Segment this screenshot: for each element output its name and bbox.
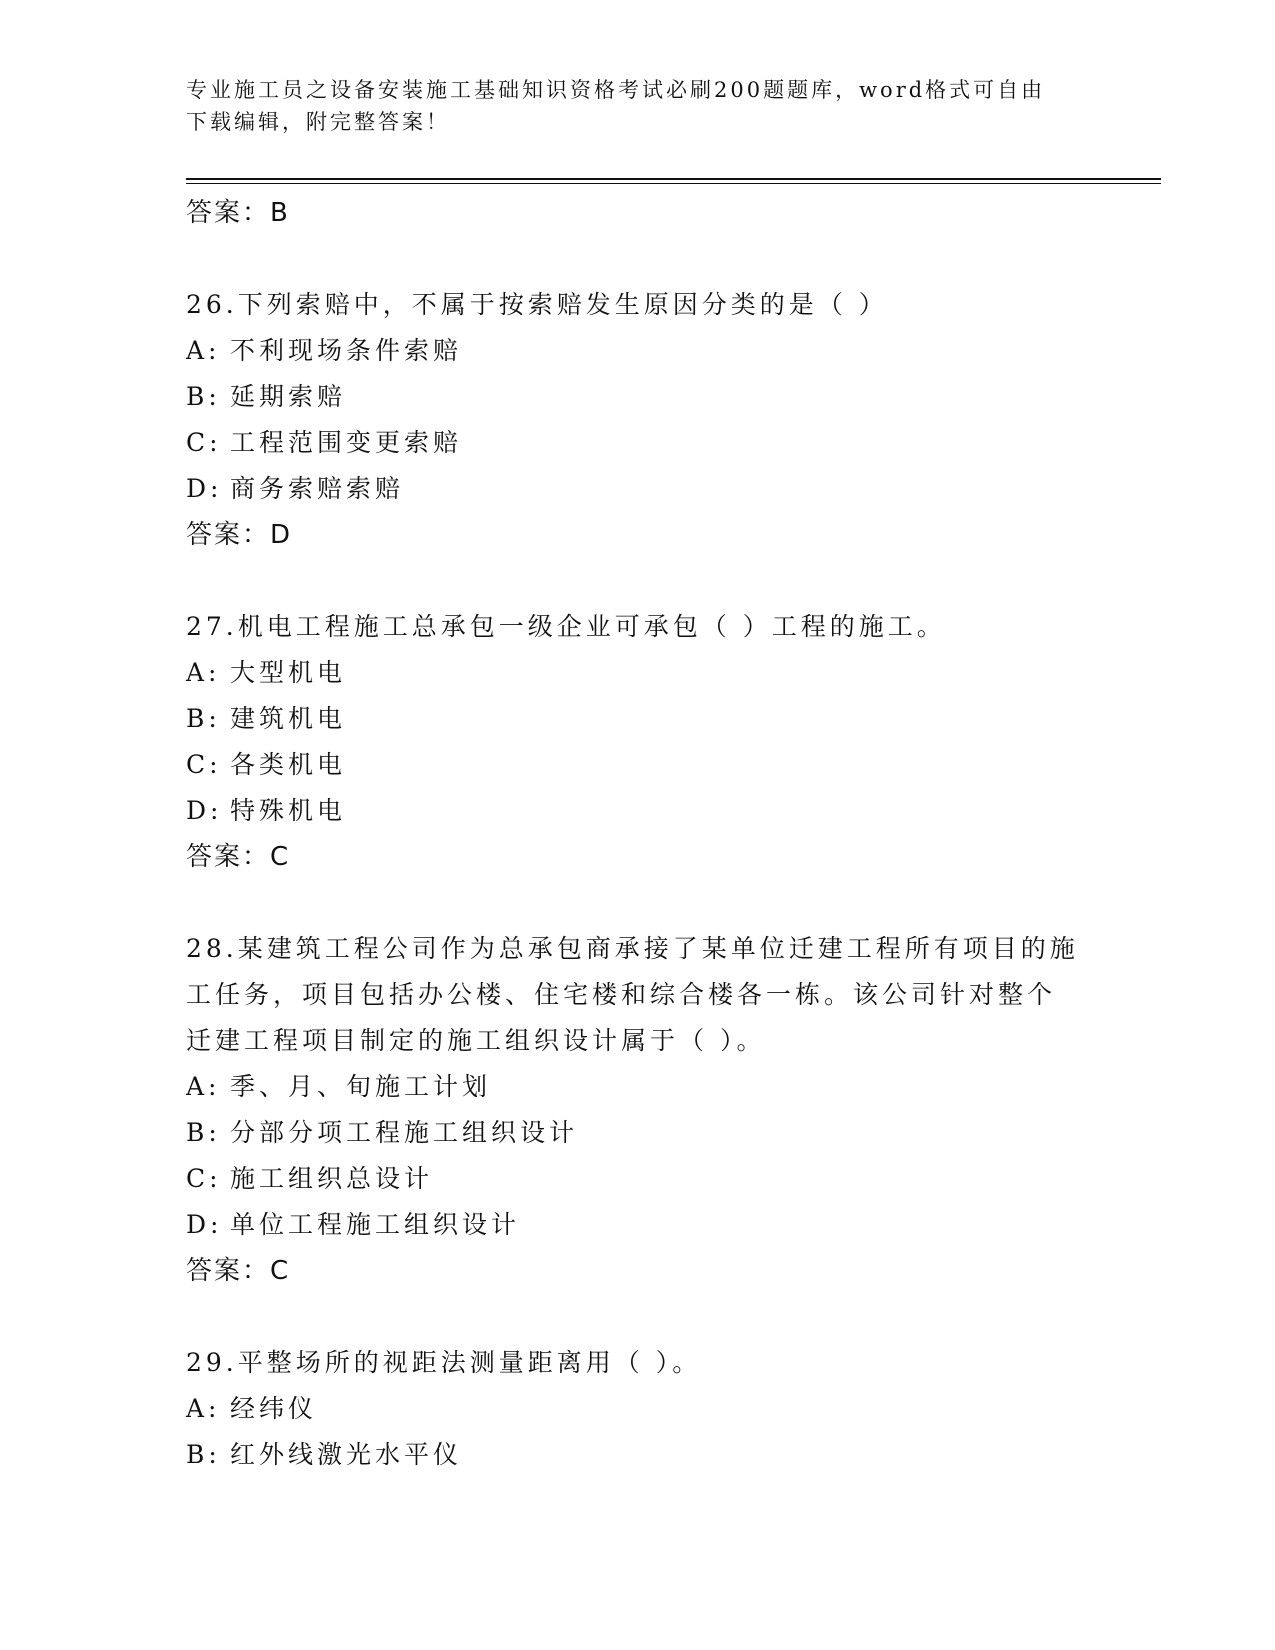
question-spacer bbox=[186, 880, 1161, 926]
question-stem bbox=[186, 926, 1086, 1064]
question-stem-line: 28.某建筑工程公司作为总承包商承接了某单位迁建工程所有项目的施 bbox=[186, 934, 1079, 963]
option-letter: C: bbox=[186, 428, 222, 457]
option-letter: D: bbox=[186, 1210, 223, 1239]
option-letter: A: bbox=[186, 1394, 221, 1423]
option-text: 经纬仪 bbox=[230, 1394, 318, 1423]
question-option bbox=[186, 696, 1161, 742]
option-text: 建筑机电 bbox=[230, 704, 347, 733]
question-stem bbox=[186, 282, 1086, 328]
question-option bbox=[186, 1202, 1161, 1248]
question-option bbox=[186, 1386, 1161, 1432]
question-stem-line: 29.平整场所的视距法测量距离用（ ）。 bbox=[186, 1348, 702, 1377]
option-letter: A: bbox=[186, 1072, 221, 1101]
question-option bbox=[186, 1156, 1161, 1202]
question-stem bbox=[186, 1340, 1086, 1386]
option-text: 工程范围变更索赔 bbox=[230, 428, 463, 457]
question-stem bbox=[186, 604, 1086, 650]
option-letter: C: bbox=[186, 750, 222, 779]
answer-line: 答案：D bbox=[186, 520, 293, 550]
question-option bbox=[186, 374, 1161, 420]
option-letter: A: bbox=[186, 336, 221, 365]
option-text: 商务索赔索赔 bbox=[230, 474, 405, 503]
question-stem-line: 工任务，项目包括办公楼、住宅楼和综合楼各一栋。该公司针对整个 bbox=[186, 980, 1057, 1009]
question-stem-line: 27.机电工程施工总承包一级企业可承包（ ）工程的施工。 bbox=[186, 612, 946, 641]
option-letter: C: bbox=[186, 1164, 222, 1193]
question-block bbox=[186, 282, 1161, 558]
question-option bbox=[186, 420, 1161, 466]
option-text: 单位工程施工组织设计 bbox=[230, 1210, 521, 1239]
option-text: 分部分项工程施工组织设计 bbox=[230, 1118, 579, 1147]
question-block bbox=[186, 1340, 1161, 1478]
question-option bbox=[186, 650, 1161, 696]
question-list bbox=[186, 190, 1161, 1478]
questions-container bbox=[186, 236, 1161, 1478]
question-option bbox=[186, 1432, 1161, 1478]
question-block bbox=[186, 604, 1161, 880]
question-spacer bbox=[186, 236, 1161, 282]
document-header bbox=[186, 74, 1066, 138]
answer-line: 答案：C bbox=[186, 1256, 291, 1286]
option-letter: A: bbox=[186, 658, 221, 687]
option-text: 不利现场条件索赔 bbox=[230, 336, 463, 365]
document-page bbox=[186, 0, 1166, 1650]
option-letter: B: bbox=[186, 382, 221, 411]
option-text: 施工组织总设计 bbox=[230, 1164, 434, 1193]
question-spacer bbox=[186, 1294, 1161, 1340]
question-option bbox=[186, 1064, 1161, 1110]
answer-line: 答案：B bbox=[186, 198, 290, 228]
header-line-2: 下载编辑，附完整答案！ bbox=[186, 110, 450, 134]
option-letter: B: bbox=[186, 1440, 221, 1469]
header-divider bbox=[186, 178, 1161, 184]
option-letter: B: bbox=[186, 704, 221, 733]
option-letter: B: bbox=[186, 1118, 221, 1147]
question-option bbox=[186, 328, 1161, 374]
question-option bbox=[186, 742, 1161, 788]
option-text: 各类机电 bbox=[230, 750, 347, 779]
question-option bbox=[186, 788, 1161, 834]
option-text: 特殊机电 bbox=[230, 796, 347, 825]
header-line-1: 专业施工员之设备安装施工基础知识资格考试必刷200题题库，word格式可自由 bbox=[186, 78, 1046, 102]
question-option bbox=[186, 466, 1161, 512]
option-text: 红外线激光水平仪 bbox=[230, 1440, 463, 1469]
question-stem-line: 迁建工程项目制定的施工组织设计属于（ ）。 bbox=[186, 1026, 766, 1055]
option-letter: D: bbox=[186, 474, 223, 503]
option-text: 大型机电 bbox=[230, 658, 347, 687]
option-letter: D: bbox=[186, 796, 223, 825]
question-stem-line: 26.下列索赔中，不属于按索赔发生原因分类的是（ ） bbox=[186, 290, 888, 319]
question-spacer bbox=[186, 558, 1161, 604]
answer-line: 答案：C bbox=[186, 842, 291, 872]
option-text: 延期索赔 bbox=[230, 382, 347, 411]
question-option bbox=[186, 1110, 1161, 1156]
question-block bbox=[186, 926, 1161, 1294]
option-text: 季、月、旬施工计划 bbox=[230, 1072, 492, 1101]
